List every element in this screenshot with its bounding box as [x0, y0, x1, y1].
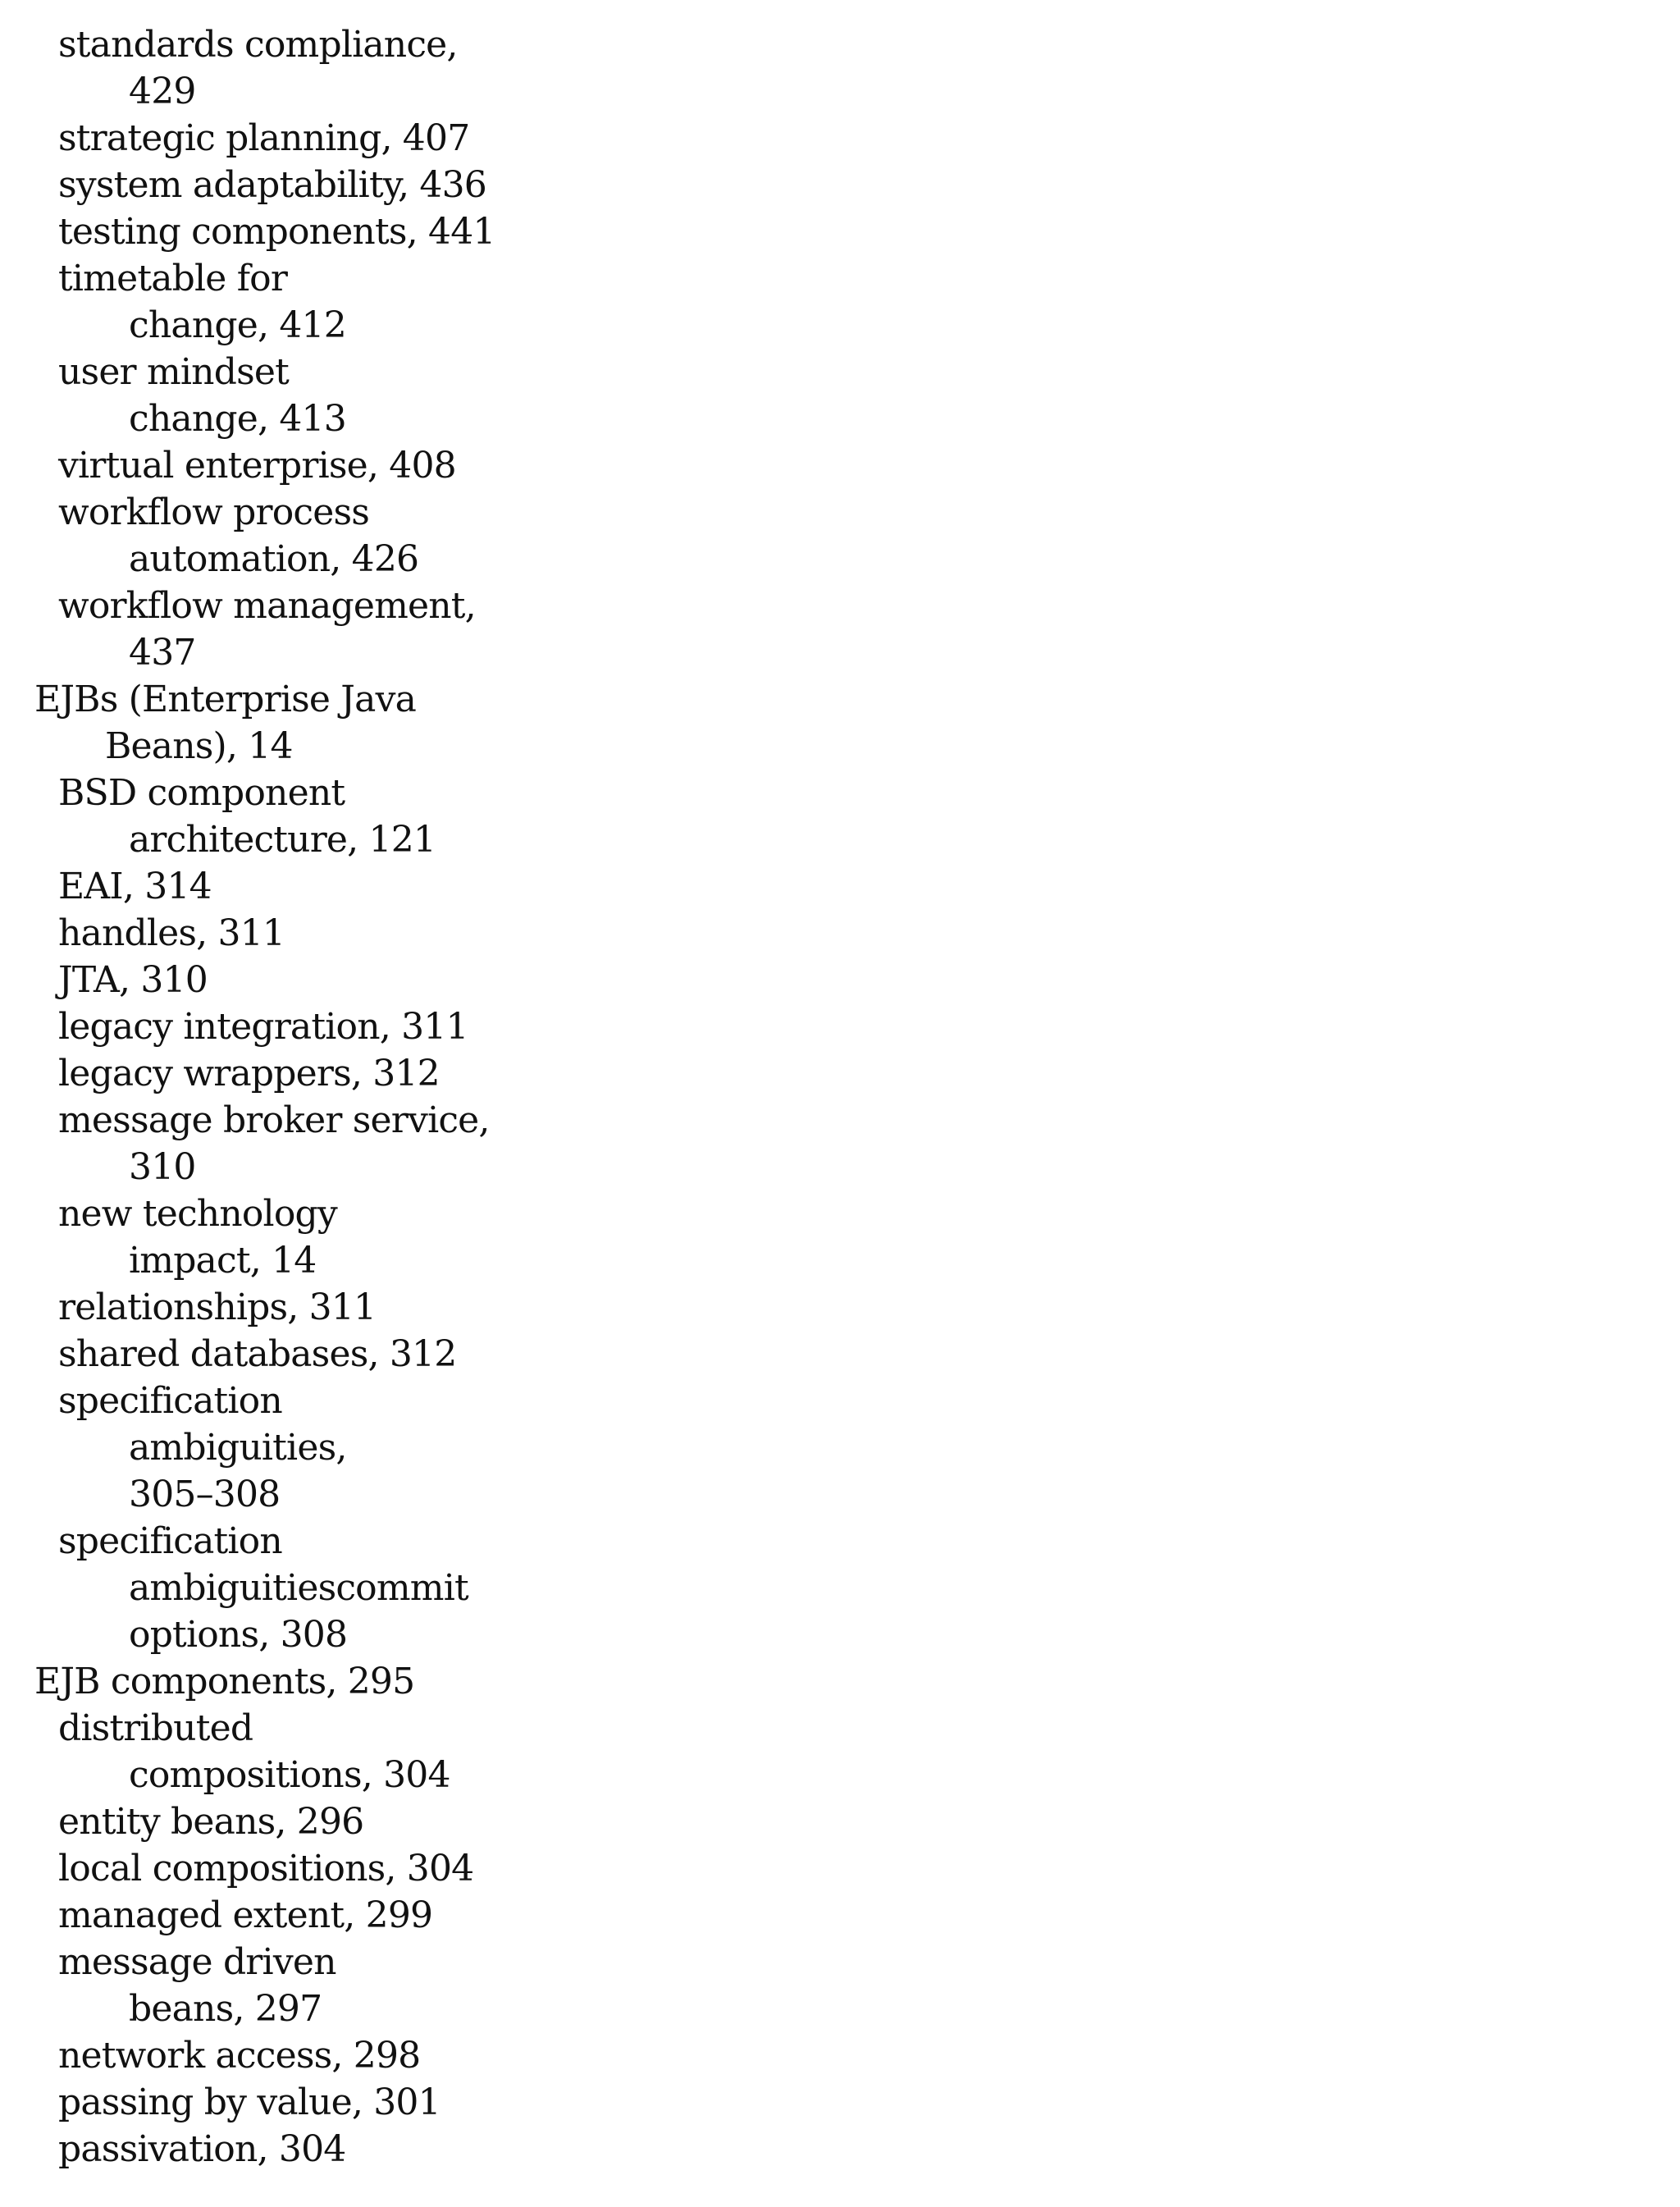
index-subentry: JTA, 310: [58, 959, 208, 1001]
index-entry-continuation: beans, 297: [129, 1988, 322, 2030]
index-subentry: managed extent, 299: [58, 1894, 433, 1936]
index-subentry: legacy integration, 311: [58, 1006, 468, 1048]
index-subentry: shared databases, 312: [58, 1333, 457, 1375]
index-entry-continuation: change, 412: [129, 304, 346, 346]
index-subentry: distributed: [58, 1707, 253, 1749]
index-entry-continuation: ambiguitiescommit: [129, 1567, 468, 1609]
index-subentry: BSD component: [58, 772, 345, 814]
index-entry-continuation: automation, 426: [129, 538, 419, 580]
index-subentry: passing by value, 301: [58, 2081, 441, 2123]
index-subentry: handles, 311: [58, 912, 285, 954]
index-entry-continuation: impact, 14: [129, 1240, 317, 1282]
index-entry-continuation: compositions, 304: [129, 1754, 450, 1796]
index-column: [34, 21, 559, 2173]
index-subentry: relationships, 311: [58, 1286, 377, 1328]
index-entry-continuation: Beans), 14: [105, 725, 293, 767]
index-subentry: timetable for: [58, 258, 288, 299]
index-entry-continuation: architecture, 121: [129, 819, 436, 861]
index-subentry: workflow process: [58, 491, 370, 533]
index-subentry: testing components, 441: [58, 211, 495, 253]
index-entry-continuation: 429: [129, 71, 196, 112]
index-subentry: strategic planning, 407: [58, 117, 470, 159]
index-subentry: local compositions, 304: [58, 1848, 474, 1889]
index-subentry: EAI, 314: [58, 866, 212, 907]
index-subentry: standards compliance,: [58, 24, 458, 66]
index-main-entry: EJBs (Enterprise Java: [34, 679, 417, 720]
index-subentry: specification: [58, 1520, 282, 1562]
index-subentry: message driven: [58, 1941, 336, 1983]
index-main-entry: EJB components, 295: [34, 1661, 415, 1702]
index-subentry: entity beans, 296: [58, 1801, 364, 1843]
index-entry-continuation: options, 308: [129, 1614, 348, 1656]
index-subentry: network access, 298: [58, 2035, 421, 2077]
index-subentry: message broker service,: [58, 1099, 490, 1141]
index-entry-continuation: 437: [129, 632, 196, 674]
index-entry-continuation: 310: [129, 1146, 196, 1188]
index-subentry: workflow management,: [58, 585, 476, 627]
index-entry-continuation: 305–308: [129, 1474, 281, 1515]
index-subentry: passivation, 304: [58, 2128, 346, 2170]
index-subentry: virtual enterprise, 408: [58, 445, 456, 487]
index-subentry: system adaptability, 436: [58, 164, 486, 206]
index-entry-continuation: ambiguities,: [129, 1427, 347, 1469]
index-subentry: user mindset: [58, 351, 289, 393]
index-subentry: new technology: [58, 1193, 337, 1235]
index-subentry: specification: [58, 1380, 282, 1422]
index-subentry: legacy wrappers, 312: [58, 1053, 440, 1094]
index-entry-continuation: change, 413: [129, 398, 346, 440]
